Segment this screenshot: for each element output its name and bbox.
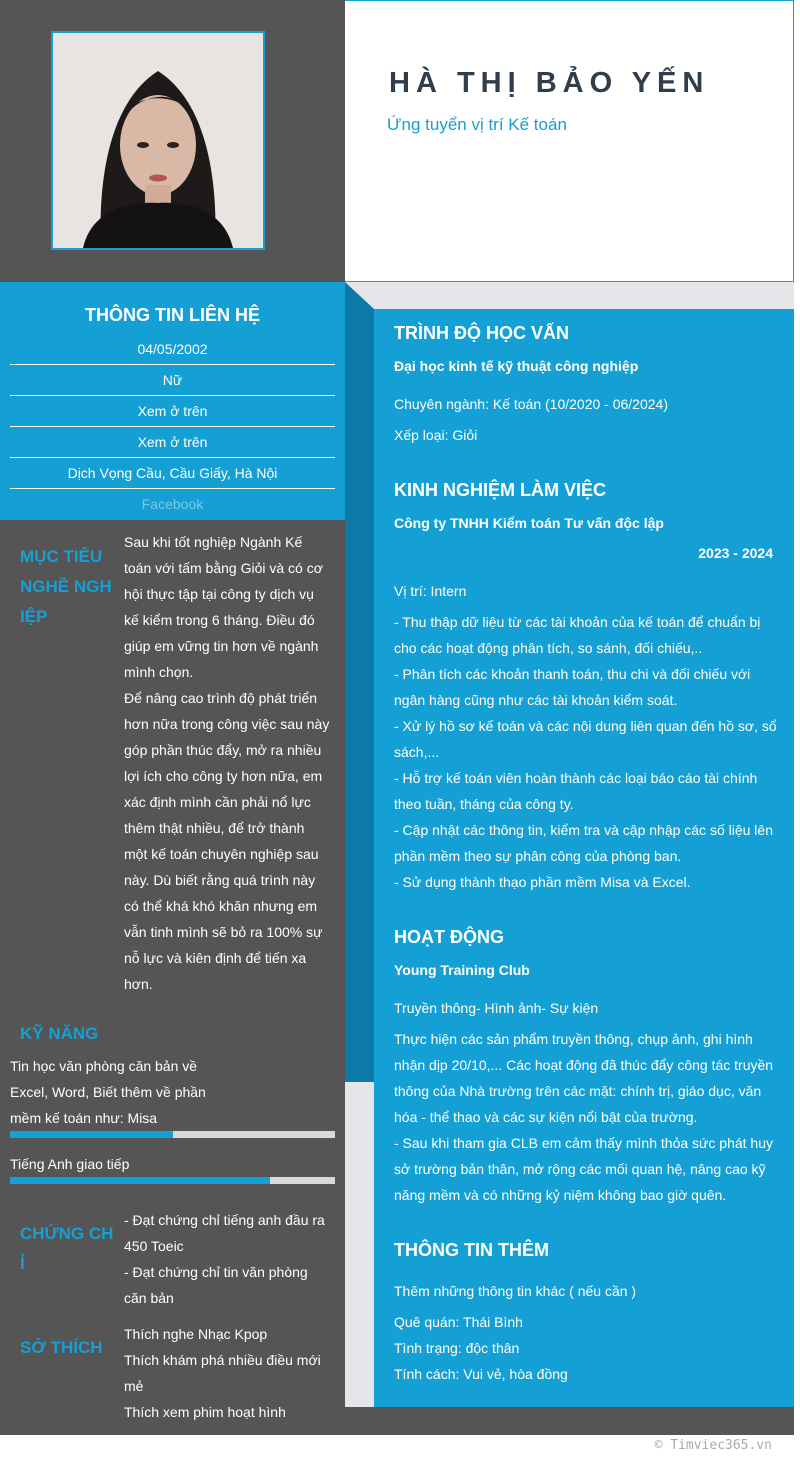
experience-line: - Thu thập dữ liệu từ các tài khoản của kế toán để chuẩn bị	[394, 614, 761, 630]
objective-line: hơn nữa trong công việc sau này	[124, 716, 330, 732]
header-photo-panel	[0, 0, 345, 282]
certificates-title-line: Ỉ	[20, 1254, 25, 1273]
contact-section	[0, 282, 345, 520]
additional-info	[394, 1278, 779, 1387]
activity-line: nhận dịp 20/10,... Các hoạt động đã thúc đẩy công tác truyền	[394, 1057, 774, 1073]
contact-email: Xem ở trên	[10, 427, 335, 458]
experience-line: - Xử lý hồ sơ kế toán và các nội dung liên quan đến hồ sơ, sổ	[394, 718, 777, 734]
experience-role: Vị trí: Intern	[394, 583, 467, 599]
additional-line: Quê quán: Thái Bình	[394, 1314, 523, 1330]
certificates-title-line: CHỨNG CH	[20, 1224, 114, 1243]
applied-position: Ứng tuyển vị trí Kế toán	[387, 115, 567, 134]
skill-2-bar	[10, 1177, 335, 1184]
education-major: Chuyên ngành: Kế toán (10/2020 - 06/2024)	[394, 396, 668, 412]
right-column	[374, 309, 794, 1407]
skill-line: Tin học văn phòng căn bản về	[10, 1058, 198, 1074]
activity-line: hóa - thể thao và các sự kiện nổi bật của trường.	[394, 1109, 698, 1125]
objective-line: hội thực tập tại công ty dịch vụ	[124, 586, 314, 602]
activity-line: sở trường bản thân, mở rộng các mối quan hệ, nâng cao kỹ	[394, 1161, 766, 1177]
education-title: TRÌNH ĐỘ HỌC VẤN	[394, 323, 569, 343]
activity-line: thông của Nhà trường trên các mặt: chính trị, giáo dục, văn	[394, 1083, 762, 1099]
skill-2-text	[10, 1151, 310, 1177]
certificate-line: - Đạt chứng chỉ tiếng anh đầu ra	[124, 1212, 325, 1228]
skill-1-text	[10, 1053, 230, 1131]
objective-text	[124, 529, 336, 997]
objective-line: lợi ích cho công ty hơn nữa, em	[124, 768, 323, 784]
contact-title: THÔNG TIN LIÊN HỆ	[85, 305, 260, 325]
activities-description	[394, 1026, 779, 1208]
contact-gender: Nữ	[10, 365, 335, 396]
hobby-line: Thích xem phim hoạt hình	[124, 1404, 286, 1420]
objective-line: góp phần thúc đẩy, mở ra nhiều	[124, 742, 322, 758]
activity-line: Thực hiện các sản phẩm truyền thông, chụp ảnh, ghi hình	[394, 1031, 753, 1047]
objective-line: mình chọn.	[124, 664, 194, 680]
objective-title	[20, 542, 112, 632]
objective-title-line: MỤC TIÊU	[20, 547, 103, 566]
education-school: Đại học kinh tế kỹ thuật công nghiệp	[394, 358, 639, 374]
experience-line: sách,...	[394, 744, 440, 760]
skill-1-bar-fill	[10, 1131, 173, 1138]
certificates-text	[124, 1207, 336, 1311]
skill-line: Excel, Word, Biết thêm về phần	[10, 1084, 206, 1100]
activities-role: Truyền thông- Hình ảnh- Sự kiện	[394, 1000, 599, 1016]
experience-line: ngân hàng cũng như các tài khoản kiểm soát.	[394, 692, 678, 708]
additional-line: Thêm những thông tin khác ( nếu cần )	[394, 1283, 637, 1299]
activity-line: năng mềm và có những kỷ niệm không bao giờ quên.	[394, 1187, 727, 1203]
objective-line: nỗ lực và kiên định để tiến xa	[124, 950, 307, 966]
objective-title-line: IỆP	[20, 607, 48, 626]
objective-title-line: NGHỀ NGH	[20, 577, 112, 596]
hobby-line: mẻ	[124, 1378, 144, 1394]
experience-line: - Hỗ trợ kế toán viên hoàn thành các loại báo cáo tài chính	[394, 770, 758, 786]
activity-line: - Sau khi tham gia CLB em cảm thấy mình thỏa sức phát huy	[394, 1135, 773, 1151]
objective-line: Sau khi tốt nghiệp Ngành Kế	[124, 534, 303, 550]
contact-phone: Xem ở trên	[10, 396, 335, 427]
hobbies-title: SỞ THÍCH	[20, 1338, 103, 1357]
bottom-bar	[345, 1407, 794, 1435]
certificate-line: - Đạt chứng chỉ tin văn phòng	[124, 1264, 308, 1280]
profile-photo	[51, 31, 265, 250]
experience-line: - Sử dụng thành thạo phần mềm Misa và Excel.	[394, 874, 691, 890]
header-name-panel	[345, 0, 794, 282]
contact-facebook-link[interactable]: Facebook	[141, 496, 204, 512]
experience-line: - Phân tích các khoản thanh toán, thu chi và đối chiếu với	[394, 666, 751, 682]
candidate-name: HÀ THỊ BẢO YẾN	[389, 67, 710, 99]
experience-company: Công ty TNHH Kiểm toán Tư vấn độc lập	[394, 515, 664, 531]
hobby-line: Thích khám phá nhiều điều mới	[124, 1352, 321, 1368]
additional-line: Tính cách: Vui vẻ, hòa đồng	[394, 1366, 568, 1382]
objective-line: giúp em vững tin hơn về ngành	[124, 638, 319, 654]
experience-title: KINH NGHIỆM LÀM VIỆC	[394, 480, 607, 500]
ribbon-fold-decoration	[345, 282, 374, 1082]
additional-title: THÔNG TIN THÊM	[394, 1240, 549, 1260]
experience-line: phần mềm theo sự phân công của phòng ban.	[394, 848, 682, 864]
activities-title: HOẠT ĐỘNG	[394, 927, 504, 947]
objective-line: toán với tấm bằng Giỏi và có cơ	[124, 560, 323, 576]
objective-line: có thể khá khó khăn nhưng em	[124, 898, 318, 914]
skill-line: Tiếng Anh giao tiếp	[10, 1156, 130, 1172]
objective-line: này. Dù biết rằng quá trình này	[124, 872, 316, 888]
activities-org: Young Training Club	[394, 962, 530, 978]
certificate-line: 450 Toeic	[124, 1238, 184, 1254]
skill-1-bar	[10, 1131, 335, 1138]
objective-line: thêm thật nhiều, để trở thành	[124, 820, 305, 836]
hobby-line: Thích nghe Nhạc Kpop	[124, 1326, 268, 1342]
hobbies-text	[124, 1321, 336, 1425]
contact-dob: 04/05/2002	[10, 334, 335, 365]
skill-line: mềm kế toán như: Misa	[10, 1110, 158, 1126]
experience-duties	[394, 609, 779, 895]
education-grade: Xếp loại: Giỏi	[394, 427, 478, 443]
objective-line: kế kiểm trong 6 tháng. Điều đó	[124, 612, 315, 628]
experience-line: - Cập nhật các thông tin, kiểm tra và cập nhập các số liệu lên	[394, 822, 773, 838]
additional-line: Tình trạng: độc thân	[394, 1340, 520, 1356]
experience-period: 2023 - 2024	[698, 545, 773, 561]
objective-line: hơn.	[124, 976, 153, 992]
objective-line: Để nâng cao trình độ phát triển	[124, 690, 318, 706]
experience-line: theo tuần, tháng của công ty.	[394, 796, 574, 812]
objective-line: một kế toán chuyên nghiệp sau	[124, 846, 319, 862]
certificates-title	[20, 1219, 113, 1279]
certificate-line: căn bản	[124, 1290, 174, 1306]
contact-address: Dịch Vọng Cầu, Cầu Giấy, Hà Nội	[10, 458, 335, 489]
objective-line: xác định mình cần phải nổ lực	[124, 794, 311, 810]
experience-line: cho các hoạt động phân tích, so sánh, đối chiếu,..	[394, 640, 703, 656]
skills-title: KỸ NĂNG	[20, 1024, 99, 1043]
left-column	[0, 520, 345, 1435]
skill-2-bar-fill	[10, 1177, 270, 1184]
objective-line: vẫn tinh mình sẽ bỏ ra 100% sự	[124, 924, 323, 940]
footer-watermark: © Timviec365.vn	[654, 1438, 772, 1453]
